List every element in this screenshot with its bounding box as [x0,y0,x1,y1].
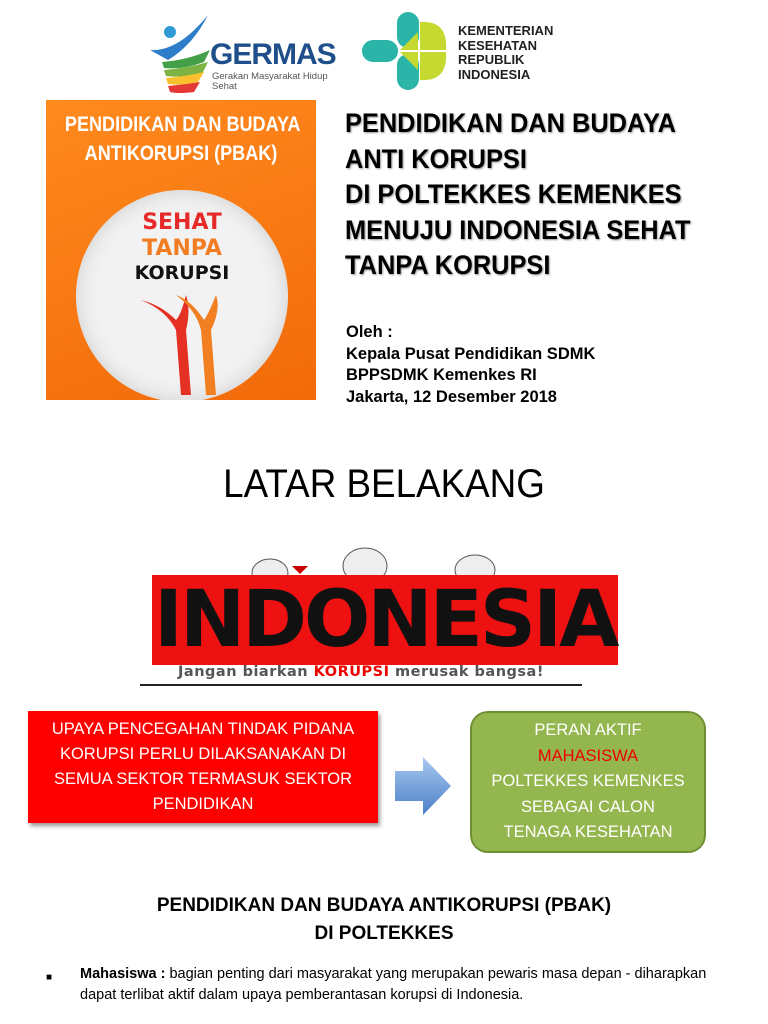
box-line: SEMUA SEKTOR TERMASUK SEKTOR [54,770,352,788]
kemenkes-line: INDONESIA [458,66,531,82]
indonesia-korupsi-image [140,528,617,688]
kemenkes-line: KESEHATAN [458,37,537,53]
pbak-poster-image [46,100,316,400]
poster-circle [76,190,288,400]
germas-wordmark: GERMAS [210,38,336,71]
box-line: PENDIDIKAN [152,795,254,813]
bullet-square-icon: ■ [46,972,53,983]
box-line: POLTEKKES KEMENKES [491,772,685,790]
people-figures-icon [136,290,236,400]
germas-subtitle: Gerakan Masyarakat Hidup Sehat [212,71,328,92]
box-line-highlight: MAHASISWA [537,746,639,765]
slogan-tanpa: TANPA [142,236,222,261]
author-line: Kepala Pusat Pendidikan SDMK [346,344,596,363]
bullet-item [46,964,740,1006]
germas-figure-icon [148,10,212,94]
section-title: LATAR BELAKANG [223,462,545,506]
poster-title-line: PENDIDIKAN DAN BUDAYA [64,113,301,136]
title-line: PENDIDIKAN DAN BUDAYA [345,108,676,138]
tagline-text: merusak bangsa! [389,664,544,680]
bullet-term: Mahasiswa : [80,966,166,982]
arrow-right-icon [393,755,453,817]
tagline-korupsi: KORUPSI [313,664,390,680]
slogan-sehat: SEHAT [142,210,222,235]
heading-line: PENDIDIKAN DAN BUDAYA ANTIKORUPSI (PBAK) [156,895,612,916]
title-line: TANPA KORUPSI [345,250,551,280]
tagline-text: Jangan biarkan [178,664,314,680]
title-line: DI POLTEKKES KEMENKES [345,179,682,209]
box-line: SEBAGAI CALON [521,797,655,816]
author-line: Jakarta, 12 Desember 2018 [346,387,557,406]
slogan-korupsi: KORUPSI [134,262,230,284]
title-line: ANTI KORUPSI [345,143,527,174]
kemenkes-logo [360,10,600,94]
indonesia-word: INDONESIA [154,575,617,665]
pbak-heading [0,892,768,948]
poster-title-line: ANTIKORUPSI (PBAK) [84,142,278,165]
bullet-text: bagian penting dari masyarakat yang merupakan pewaris masa depan - diharapkan dapat terlibat aktif dalam upaya pemberantasan korupsi di Indonesia. [80,966,707,1003]
germas-logo [148,10,343,94]
prevention-box [28,711,378,823]
author-line: BPPSDMK Kemenkes RI [346,366,537,384]
title-line: MENUJU INDONESIA SEHAT [345,214,691,245]
box-line: PERAN AKTIF [534,721,642,739]
kemenkes-emblem-icon [360,10,452,94]
heading-line: DI POLTEKKES [314,923,454,944]
box-line: KORUPSI PERLU DILAKSANAKAN DI [59,745,347,763]
box-line: UPAYA PENCEGAHAN TINDAK PIDANA [51,720,355,738]
box-line: TENAGA KESEHATAN [503,823,673,841]
author-line: Oleh : [346,323,393,341]
kemenkes-line: KEMENTERIAN [458,23,554,38]
presentation-title [345,106,690,284]
author-block [346,322,595,408]
anti-corruption-tagline [140,664,582,680]
divider [140,684,582,686]
student-role-box [470,711,706,853]
kemenkes-line: REPUBLIK [458,52,525,67]
indonesia-wordmark [152,575,618,665]
